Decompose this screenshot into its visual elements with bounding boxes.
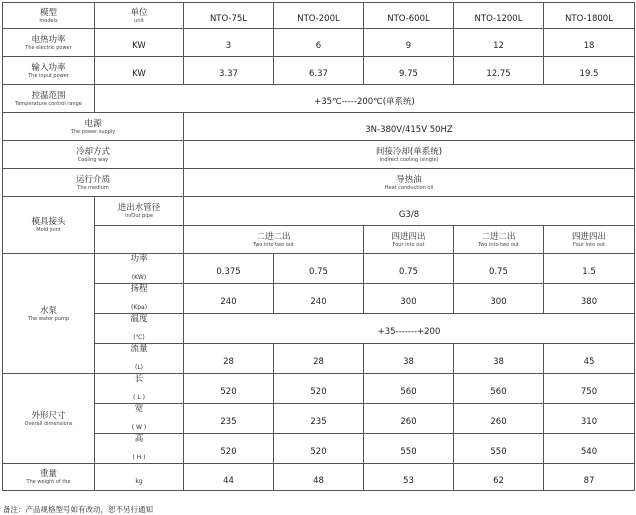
value-cell: 45 — [544, 344, 635, 374]
value-cell: 53 — [364, 464, 454, 491]
merged-value: 间接冷却(单系统) Indirect cooling (single) — [184, 141, 635, 169]
models-row — [3, 3, 635, 29]
value-cell: 260 — [364, 404, 454, 434]
value-cell: 520 — [274, 434, 364, 464]
unit-cell: KW — [95, 29, 184, 57]
value-cell: 28 — [274, 344, 364, 374]
length-row — [3, 374, 635, 404]
value-cell: 19.5 — [544, 57, 635, 85]
mold-joint-pipe-row — [3, 197, 635, 226]
height-row — [3, 434, 635, 464]
row-label: 电热功率 The electric power — [3, 29, 95, 57]
merged-value: +35℃-----200℃(单系统) — [95, 85, 635, 113]
sub-label: 长 ( L ) — [95, 374, 184, 404]
value-cell: 48 — [274, 464, 364, 491]
temperature-range-row — [3, 85, 635, 113]
value-cell: 38 — [454, 344, 544, 374]
value-cell: 240 — [184, 284, 274, 314]
value-cell: 6 — [274, 29, 364, 57]
electric-power-row — [3, 29, 635, 57]
model-name: NTO-75L — [184, 3, 274, 29]
input-power-row — [3, 57, 635, 85]
config-cell: 四进四出 Four into out — [364, 226, 454, 254]
value-cell: 520 — [274, 374, 364, 404]
model-name: NTO-1800L — [544, 3, 635, 29]
empty-cell — [95, 226, 184, 254]
value-cell: 9.75 — [364, 57, 454, 85]
merged-value: G3/8 — [184, 197, 635, 226]
sub-label: 高 ( H ) — [95, 434, 184, 464]
row-label: 控温范围 Temperature control range — [3, 85, 95, 113]
value-cell: 520 — [184, 374, 274, 404]
row-label: 冷却方式 Cooling way — [3, 141, 184, 169]
value-cell: 260 — [454, 404, 544, 434]
value-cell: 3.37 — [184, 57, 274, 85]
value-cell: 3 — [184, 29, 274, 57]
model-name: NTO-200L — [274, 3, 364, 29]
row-label: 运行介质 The medium — [3, 169, 184, 197]
value-cell: 0.75 — [364, 254, 454, 284]
row-label: 外形尺寸 Overall dimensions — [3, 374, 95, 464]
value-cell: 235 — [274, 404, 364, 434]
footnote: 备注：产品规格型号如有改动，恕不另行通知 — [3, 505, 153, 514]
value-cell: 550 — [454, 434, 544, 464]
value-cell: 300 — [454, 284, 544, 314]
mold-joint-config-row — [3, 226, 635, 254]
value-cell: 235 — [184, 404, 274, 434]
config-cell: 四进四出 Four into out — [544, 226, 635, 254]
pump-flow-row — [3, 344, 635, 374]
value-cell: 520 — [184, 434, 274, 464]
value-cell: 9 — [364, 29, 454, 57]
value-cell: 540 — [544, 434, 635, 464]
spec-table — [2, 2, 635, 491]
row-label: 重量 The weight of the — [3, 464, 95, 491]
model-name: NTO-600L — [364, 3, 454, 29]
value-cell: 310 — [544, 404, 635, 434]
config-cell: 二进二出 Two into two out — [184, 226, 364, 254]
value-cell: 87 — [544, 464, 635, 491]
width-row — [3, 404, 635, 434]
pump-power-row — [3, 254, 635, 284]
sub-label: 扬程 (Kpa) — [95, 284, 184, 314]
pump-temperature-row — [3, 314, 635, 344]
value-cell: 12.75 — [454, 57, 544, 85]
unit-cell: KW — [95, 57, 184, 85]
sub-label: 流量 (L) — [95, 344, 184, 374]
value-cell: 380 — [544, 284, 635, 314]
merged-value: +35-------+200 — [184, 314, 635, 344]
merged-value: 导热油 Heat conduction oil — [184, 169, 635, 197]
value-cell: 12 — [454, 29, 544, 57]
value-cell: 240 — [274, 284, 364, 314]
config-cell: 二进二出 Two into two out — [454, 226, 544, 254]
value-cell: 0.75 — [454, 254, 544, 284]
row-label: 水泵 The water pump — [3, 254, 95, 374]
unit-cell: kg — [95, 464, 184, 491]
value-cell: 1.5 — [544, 254, 635, 284]
value-cell: 750 — [544, 374, 635, 404]
row-label: 电源 The power supply — [3, 113, 184, 141]
weight-row — [3, 464, 635, 491]
model-name: NTO-1200L — [454, 3, 544, 29]
sub-label: 进出水管径 In/Out pipe — [95, 197, 184, 226]
value-cell: 550 — [364, 434, 454, 464]
medium-row — [3, 169, 635, 197]
row-label: 输入功率 The input power — [3, 57, 95, 85]
sub-label: 温度 (℃) — [95, 314, 184, 344]
sub-label: 功率 (KW) — [95, 254, 184, 284]
value-cell: 62 — [454, 464, 544, 491]
models-header: 模型 models — [3, 3, 95, 29]
pump-lift-row — [3, 284, 635, 314]
value-cell: 44 — [184, 464, 274, 491]
value-cell: 18 — [544, 29, 635, 57]
value-cell: 560 — [454, 374, 544, 404]
value-cell: 6.37 — [274, 57, 364, 85]
power-supply-row — [3, 113, 635, 141]
value-cell: 38 — [364, 344, 454, 374]
value-cell: 0.75 — [274, 254, 364, 284]
value-cell: 300 — [364, 284, 454, 314]
value-cell: 560 — [364, 374, 454, 404]
value-cell: 28 — [184, 344, 274, 374]
merged-value: 3N-380V/415V 50HZ — [184, 113, 635, 141]
spec-sheet — [2, 2, 634, 491]
row-label: 模具接头 Mold joint — [3, 197, 95, 254]
value-cell: 0.375 — [184, 254, 274, 284]
cooling-row — [3, 141, 635, 169]
unit-header: 单位 unit — [95, 3, 184, 29]
sub-label: 宽 ( W ) — [95, 404, 184, 434]
